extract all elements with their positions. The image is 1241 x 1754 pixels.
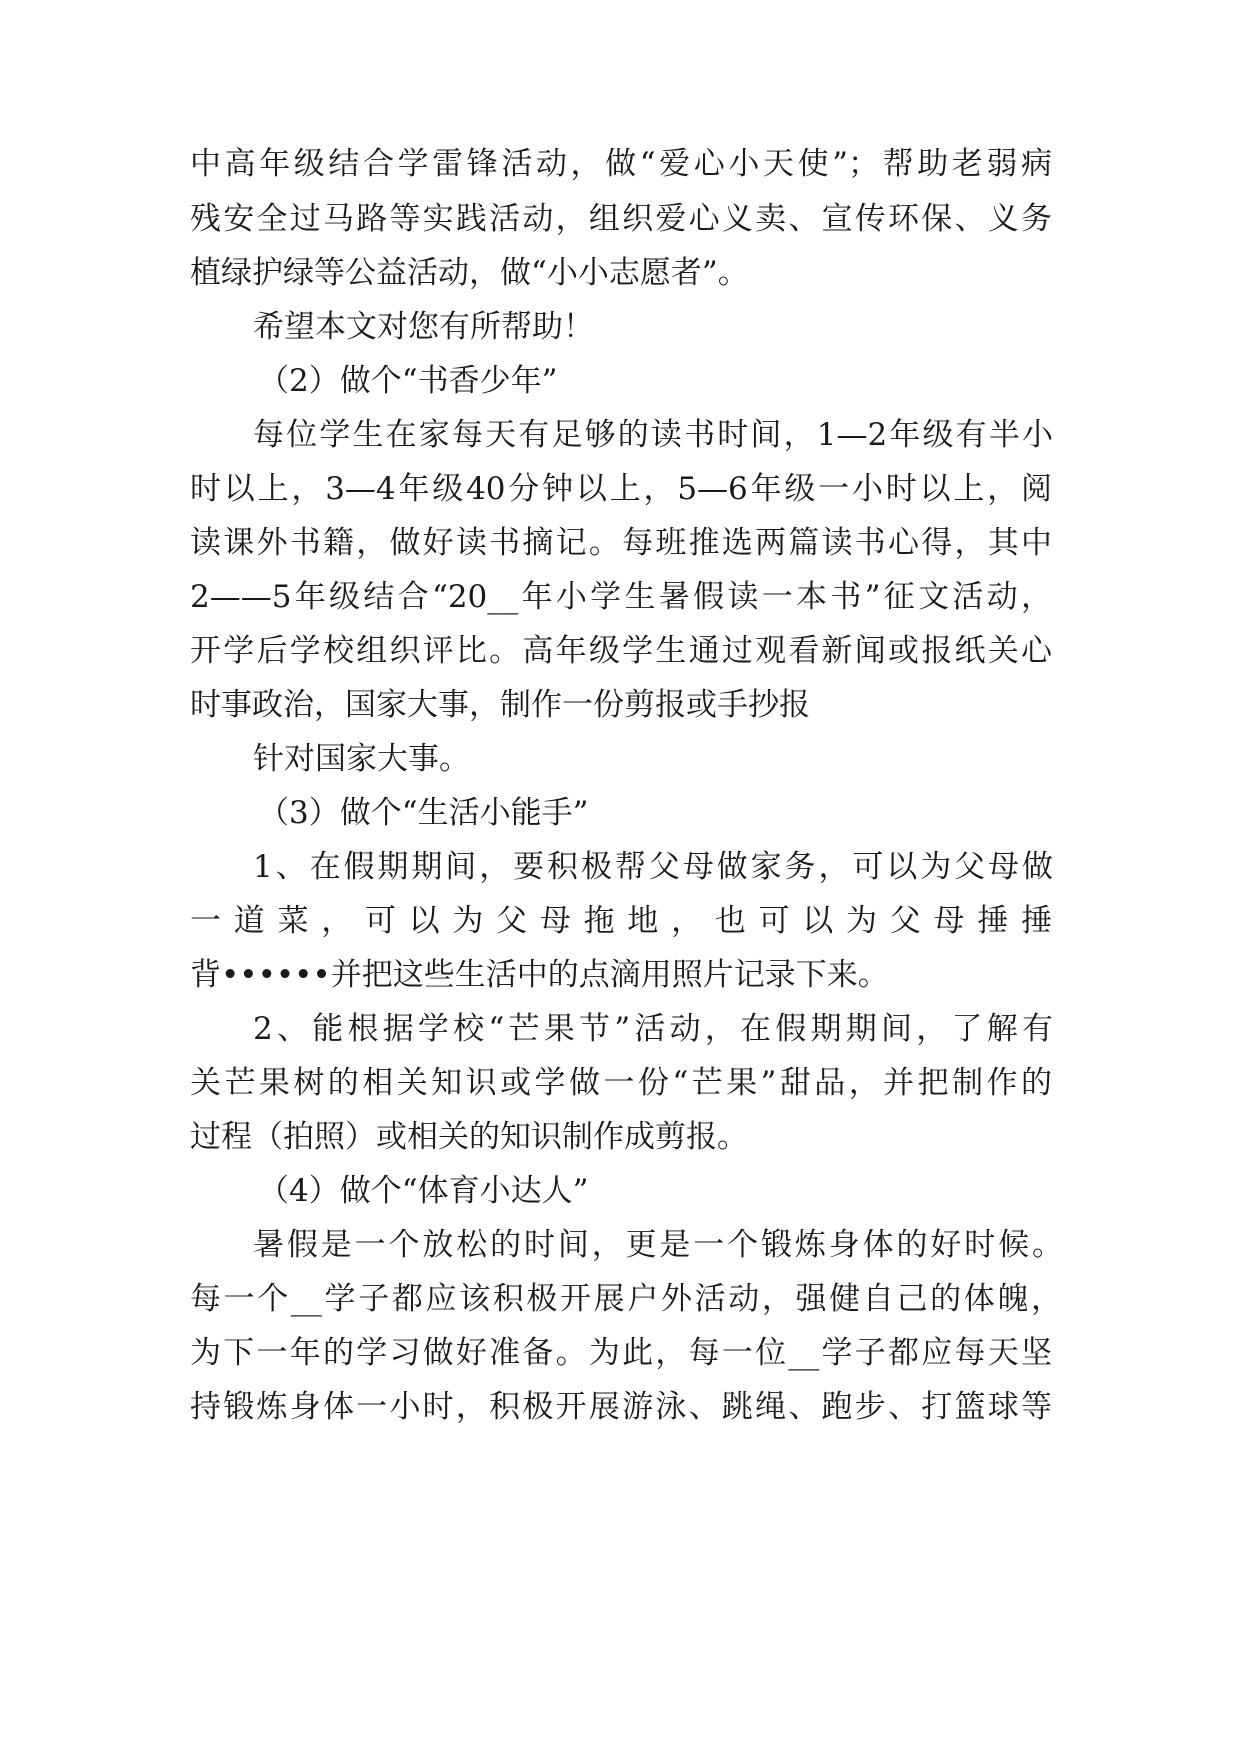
text-line-11: 时事政治，国家大事，制作一份剪报或手抄报 — [190, 687, 810, 723]
text-line-21: 暑假是一个放松的时间，更是一个锻炼身体的好时候。 — [253, 1227, 1063, 1263]
text-line-17: 2、能根据学校“芒果节”活动，在假期期间，了解有 — [253, 1011, 1053, 1047]
text-line-10: 开学后学校组织评比。高年级学生通过观看新闻或报纸关心 — [190, 633, 1052, 669]
section-heading-3: （3）做个“生活小能手” — [258, 795, 589, 831]
section-heading-4: （4）做个“体育小达人” — [258, 1173, 589, 1209]
text-line-3: 植绿护绿等公益活动，做“小小志愿者”。 — [190, 255, 749, 291]
text-line-9: 2——5年级结合“20__年小学生暑假读一本书”征文活动， — [190, 579, 1052, 615]
text-line-16: 背••••••并把这些生活中的点滴用照片记录下来。 — [190, 957, 889, 993]
text-line-7: 时以上，3—4年级40分钟以上，5—6年级一小时以上，阅 — [190, 471, 1052, 507]
text-line-22: 每一个__学子都应该积极开展户外活动，强健自己的体魄， — [190, 1281, 1062, 1317]
section-heading-2: （2）做个“书香少年” — [258, 363, 558, 399]
closing-remark: 希望本文对您有所帮助！ — [253, 309, 594, 345]
text-line-8: 读课外书籍，做好读书摘记。每班推选两篇读书心得，其中 — [190, 525, 1052, 561]
text-line-6: 每位学生在家每天有足够的读书时间，1—2年级有半小 — [253, 417, 1053, 453]
text-line-12: 针对国家大事。 — [253, 741, 470, 777]
text-line-15: 一 道 菜 ， 可 以 为 父 母 拖 地 ， 也 可 以 为 父 母 捶 捶 — [190, 903, 1052, 939]
text-line-24: 持锻炼身体一小时，积极开展游泳、跳绳、跑步、打篮球等 — [190, 1389, 1052, 1425]
text-line-18: 关芒果树的相关知识或学做一份“芒果”甜品，并把制作的 — [190, 1065, 1052, 1101]
text-line-2: 残安全过马路等实践活动，组织爱心义卖、宣传环保、义务 — [190, 201, 1052, 237]
text-line-14: 1、在假期期间，要积极帮父母做家务，可以为父母做 — [253, 849, 1053, 885]
text-line-19: 过程（拍照）或相关的知识制作成剪报。 — [190, 1119, 748, 1155]
text-line-1: 中高年级结合学雷锋活动，做“爱心小天使”；帮助老弱病 — [190, 146, 1052, 182]
text-line-23: 为下一年的学习做好准备。为此，每一位__学子都应每天坚 — [190, 1335, 1052, 1371]
